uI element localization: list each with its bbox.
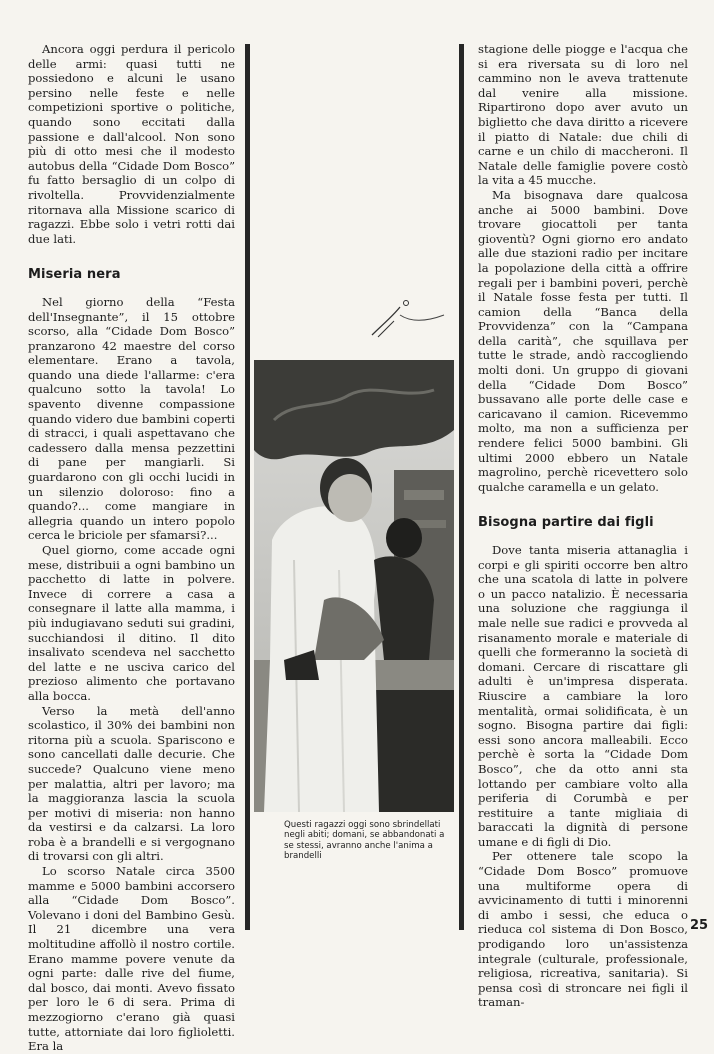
body-paragraph: Nel giorno della “Festa dell'Insegnante”, il 15 ottobre scorso, alla “Cidade Dom Bosco” pranzarono 42 maestre del corso elementare. Erano a tavola, quando una diede l'allarme: c'era qualcuno sotto la tavola! Lo spavento divenne compassione quando videro due bambini coperti di stracci, i quali aspettavano che cadessero dalla mensa pezzettini di pane per mangiarli. Si guardarono con gli occhi lucidi in un silenzio doloroso: fino a quando?... come mangiare in allegria quando un intero popolo cerca le briciole per sfamarsi?... (28, 294, 235, 543)
body-paragraph: Verso la metà dell'anno scolastico, il 30% dei bambini non ritorna più a scuola. Spariscono e sono cancellati dalle decurie. Che succede? Qualcuno viene meno per malattia, altri per lavoro; ma la maggioranza lascia la scuola per motivi di miseria: non hanno da vestirsi e da calzarsi. La loro roba è a brandelli e si vergognano di trovarsi con gli altri. (28, 703, 235, 864)
body-paragraph: Ma bisognava dare qualcosa anche ai 5000 bambini. Dove trovare giocattoli per tanta gioventù? Ogni giorno ero andato alle due stazioni radio per incitare la popolazione della città a offrire regali per i bambini poveri, perchè il Natale fosse festa per tutti. Il camion della “Banca della Provvidenza” con la “Campana della carità”, che squillava per tutte le strade, andò raccogliendo molti doni. Un gruppo di giovani della “Cidade Dom Bosco” bussavano alle porte delle case e caricavano il camion. Ricevemmo molto, ma non a sufficienza per rendere felici 5000 bambini. Gli ultimi 2000 ebbero un Natale magrolino, perchè ricevettero solo qualche caramella e un gelato. (478, 187, 688, 494)
body-paragraph: stagione delle piogge e l'acqua che si era riversata su di loro nel cammino non le aveva trattenute dal venire alla missione. Ripartirono dopo aver avuto un biglietto che dava diritto a ricevere il piatto di Natale: due chili di carne e un chilo di maccheroni. Il Natale delle famiglie povere costò la vita a 45 mucche. (478, 42, 688, 188)
column-rule-right (459, 44, 464, 930)
body-paragraph: Lo scorso Natale circa 3500 mamme e 5000 bambini accorsero alla “Cidade Dom Bosco”. Volevano i doni del Bambino Gesù. Il 21 dicembre una vera moltitudine affollò il nostro cortile. Erano mamme povere venute da ogni parte: dalle rive del fiume, dal bosco, dai monti. Avevo fissato per loro le 6 di sera. Prima di mezzogiorno c'erano già quasi tutte, attorniate dai loro figlioletti. Era la (28, 864, 235, 1054)
photo-caption: Questi ragazzi oggi sono sbrindellati negli abiti; domani, se abbandonati a se stessi, avranno anche l'anima a brandelli (284, 820, 445, 862)
body-paragraph: Quel giorno, come accade ogni mese, distribuii a ogni bambino un pacchetto di latte in polvere. Invece di correre a casa a consegnare il latte alla mamma, i più indugiavano seduti sui gradini, succhiandosi il ditino. Il dito insalivato scendeva nel sacchetto del latte e ne usciva carico del prezioso alimento che portavano alla bocca. (28, 543, 235, 703)
section-heading-bisogna-partire: Bisogna partire dai figli (478, 515, 654, 531)
right-column (478, 42, 688, 1010)
column-rule-left (245, 44, 250, 930)
section-heading-miseria-nera: Miseria nera (28, 267, 121, 283)
photo-priest-with-child (254, 360, 454, 812)
intro-paragraph: Ancora oggi perdura il pericolo delle armi: quasi tutti ne possiedono e alcuni le usano persino nelle feste e nelle competizioni sportive o politiche, quando sono eccitati dalla passione e dall'alcool. Non sono più di otto mesi che il modesto autobus della “Cidade Dom Bosco” fu fatto bersaglio di un colpo di rivoltella. Provvidenzialmente ritornava alla Missione scarico di ragazzi. Ebbe solo i vetri rotti dai due lati. (28, 42, 235, 246)
page-number: 25 (690, 918, 709, 933)
left-column (28, 42, 235, 1054)
body-paragraph: Per ottenere tale scopo la “Cidade Dom Bosco” promuove una multiforme opera di avvicinamento di tutti i minorenni di ambo i sessi, che educa o rieduca col sistema di Don Bosco, prodigando loro un'assistenza integrale (culturale, professionale, religiosa, ricreativa, sanitaria). Si pensa così di stroncare nei figli il traman- (478, 849, 688, 1010)
body-paragraph: Dove tanta miseria attanaglia i corpi e gli spiriti occorre ben altro che una scatola di latte in polvere o un pacco natalizio. È necessaria una soluzione che raggiunga il male nelle sue radici e provveda al risanamento morale e materiale di quelli che formeranno la società di domani. Cercare di riscattare gli adulti è un'impresa disperata. Riuscire a cambiare la loro mentalità, ormai solidificata, è un sogno. Bisogna partire dai figli: essi sono ancora malleabili. Ecco perchè è sorta la “Cidade Dom Bosco”, che da otto anni sta lottando per cambiare volto alla periferia di Corumbà e per restituire a tante migliaia di baraccati la dignità di persone umane e di figli di Dio. (478, 543, 688, 849)
pen-scribble-mark (370, 295, 450, 359)
